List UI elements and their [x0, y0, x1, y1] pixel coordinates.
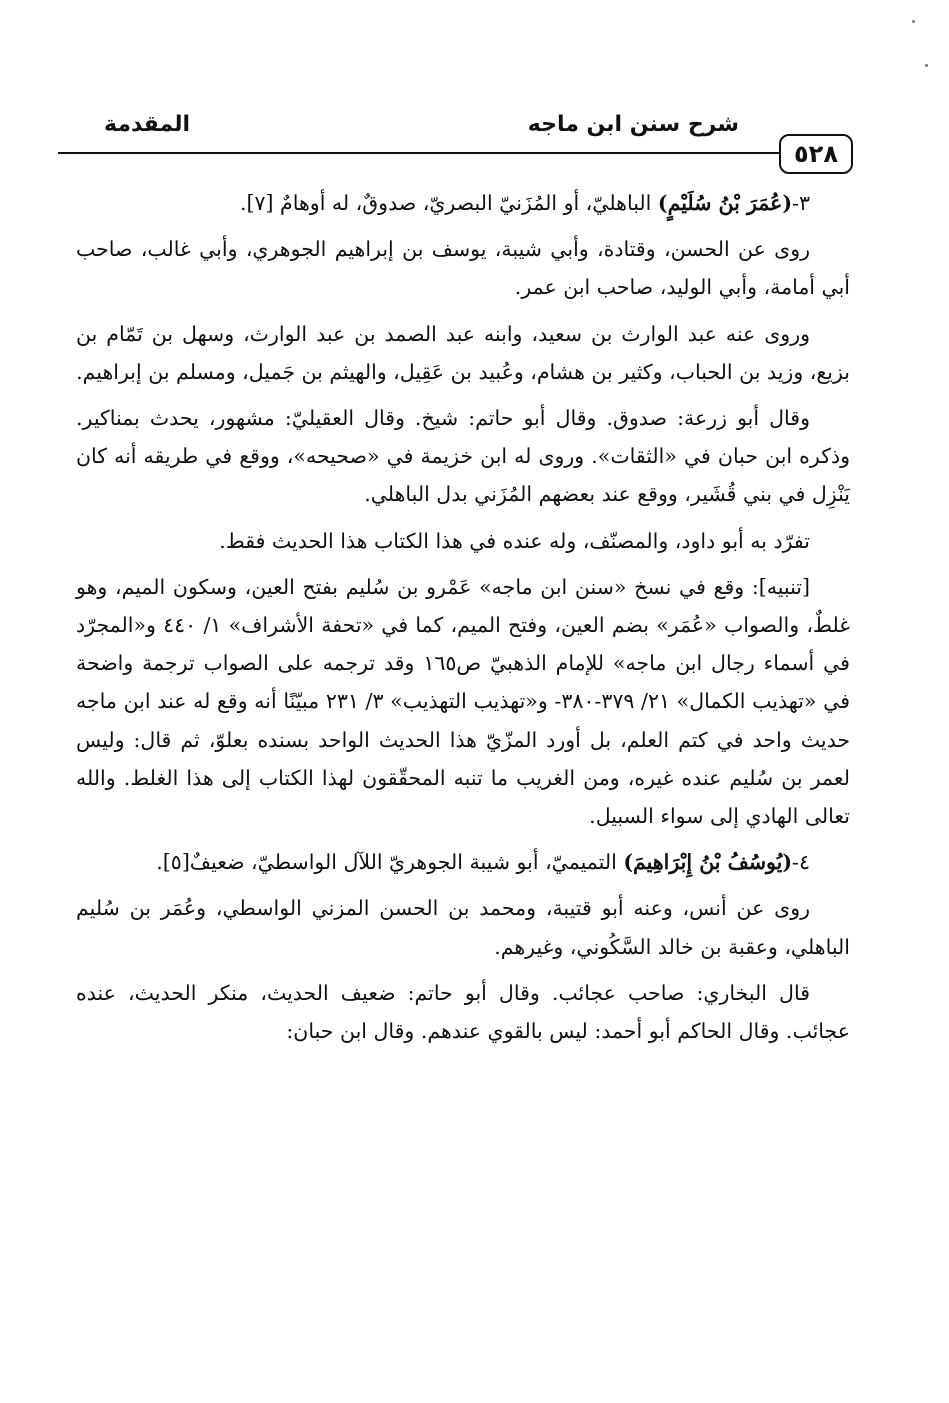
paragraph: وروى عنه عبد الوارث بن سعيد، وابنه عبد الصمد بن عبد الوارث، وسهل بن تَمّام بن بزيع، وزيد بن الحباب، وكثير بن هشام، وعُبيد بن عَقِيل، والهيثم بن جَميل، ومسلم بن إبراهيم.: [76, 321, 850, 384]
paragraph: روى عن الحسن، وقتادة، وأبي شيبة، يوسف بن إبراهيم الجوهري، وأبي غالب، صاحب أبي أمامة، وأبي الوليد، صاحب ابن عمر.: [76, 237, 850, 300]
scan-speck: [912, 20, 915, 23]
paragraph: روى عن أنس، وعنه أبو قتيبة، ومحمد بن الحسن المزني الواسطي، وعُمَر بن سُليم الباهلي، وعقبة بن خالد السَّكُوني، وغيرهم.: [76, 896, 850, 959]
entry-heading: [76, 184, 850, 222]
entry-heading: [76, 843, 850, 881]
paragraph: تفرّد به أبو داود، والمصنّف، وله عنده في هذا الكتاب هذا الحديث فقط.: [219, 528, 810, 553]
section-title: المقدمة: [104, 112, 191, 137]
page-number: ٥٢٨: [779, 134, 853, 174]
entry-number: ٣-: [792, 191, 810, 215]
paragraph: قال البخاري: صاحب عجائب. وقال أبو حاتم: ضعيف الحديث، منكر الحديث، عنده عجائب. وقال الحاكم أبو أحمد: ليس بالقوي عندهم. وقال ابن حبان:: [76, 980, 850, 1044]
narrator-name: (يُوسُفُ بْنُ إِبْرَاهِيمَ): [623, 850, 793, 875]
entry-number: ٤-: [792, 850, 810, 875]
scan-speck: [925, 64, 928, 67]
narrator-description: التميميّ، أبو شيبة الجوهريّ اللآل الواسطيّ، ضعيفٌ[٥].: [156, 850, 624, 875]
paragraph: وقال أبو زرعة: صدوق. وقال أبو حاتم: شيخ. وقال العقيليّ: مشهور، يحدث بمناكير. وذكره ابن حبان في «الثقات». وروى له ابن خزيمة في «صحيحه»، ووقع في طريقه أنه كان يَنْزِل في بني قُشَير، ووقع عند بعضهم المُزَني بدل الباهلي.: [76, 406, 850, 507]
book-title: شرح سنن ابن ماجه: [527, 112, 739, 137]
note-paragraph: [تنبيه]: وقع في نسخ «سنن ابن ماجه» عَمْرو بن سُليم بفتح العين، وسكون الميم، وهو غلطٌ، والصواب «عُمَر» بضم العين، وفتح الميم، كما في «تحفة الأشراف» ١/ ٤٤٠ و«المجرّد في أسماء رجال ابن ماجه» للإمام الذهبيّ ص١٦٥ وقد ترجمه على الصواب ترجمة واضحة في «تهذيب الكمال» ٢١/ ٣٧٩-٣٨٠- و«تهذيب التهذيب» ٣/ ٢٣١ مبيّنًا أنه وقع له عند ابن ماجه حديث واحد في كتم العلم، بل أورد المزّيّ هذا الحديث الواحد بسنده بعلوّ، ثم قال: وليس لعمر بن سُليم عنده غيره، ومن الغريب ما تنبه المحقّقون لهذا الكتاب إلى هذا الغلط. والله تعالى الهادي إلى سواء السبيل.: [76, 574, 850, 829]
narrator-description: الباهليّ، أو المُزَنيّ البصريّ، صدوقٌ، له أوهامٌ [٧].: [240, 191, 658, 215]
narrator-name: (عُمَرَ بْنُ سُلَيْمٍ): [657, 191, 793, 215]
page-body: [76, 184, 850, 1058]
header-rule: [58, 152, 853, 154]
